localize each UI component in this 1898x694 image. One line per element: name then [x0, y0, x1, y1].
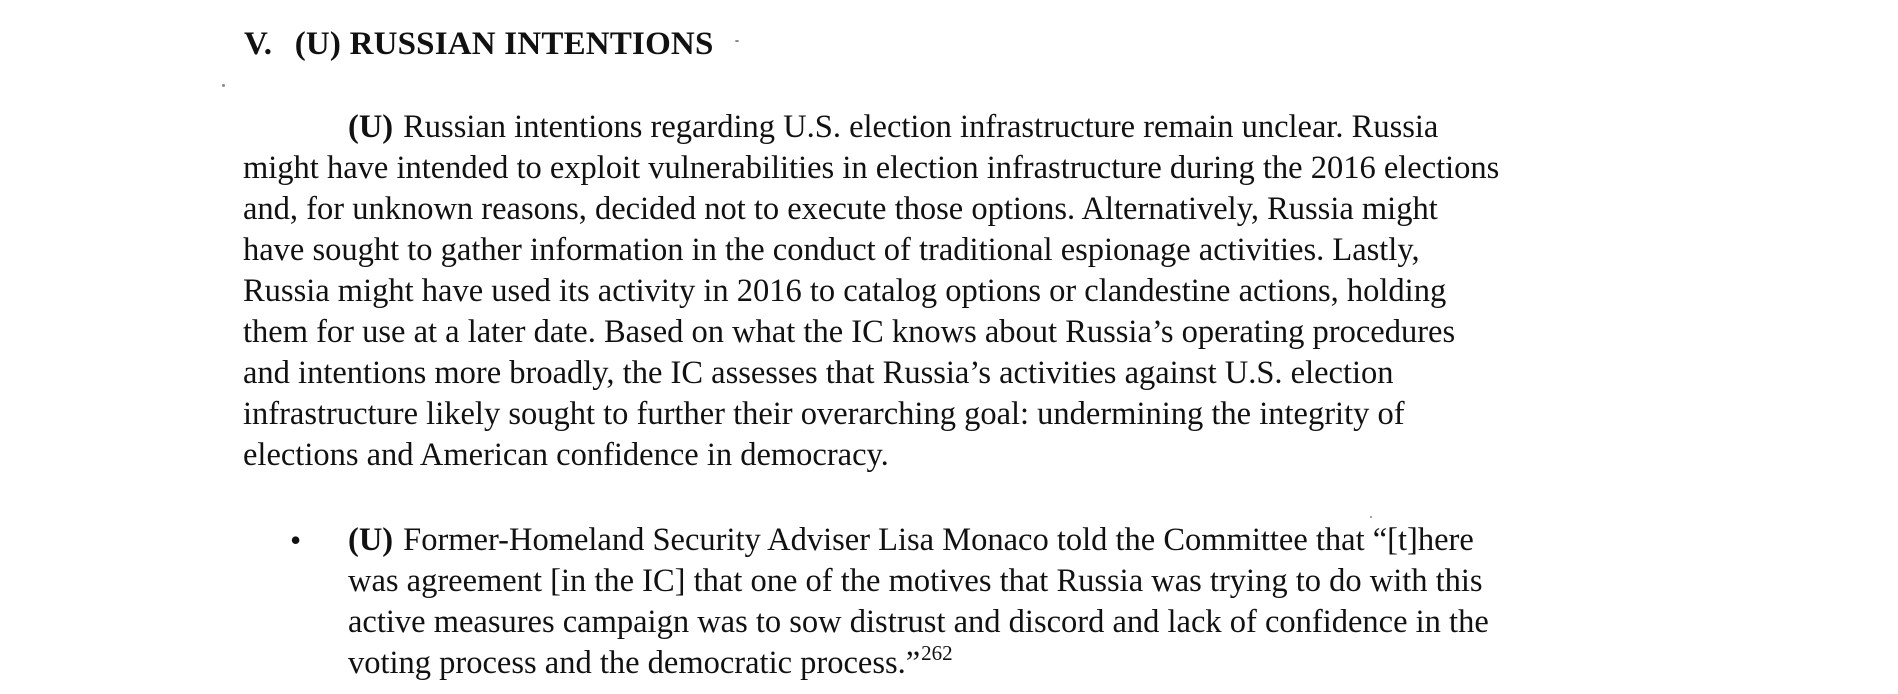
scan-speck [1370, 516, 1372, 518]
section-number: V. [244, 26, 273, 62]
paragraph-line: might have intended to exploit vulnerabilities in election infrastructure during the 2016 elections [243, 150, 1500, 186]
scan-speck [222, 84, 225, 87]
paragraph-line: have sought to gather information in the conduct of traditional espionage activities. Lastly, [243, 232, 1420, 268]
paragraph-line: and, for unknown reasons, decided not to execute those options. Alternatively, Russia might [243, 191, 1438, 227]
bullet-line: voting process and the democratic process.”$^{262}$ [348, 641, 953, 681]
bullet-icon: • [290, 522, 302, 558]
bullet-text [348, 520, 1648, 687]
bullet-line: (U) Former-Homeland Security Adviser Lisa Monaco told the Committee that “[t]here [348, 522, 1474, 558]
section-heading [244, 20, 714, 68]
paragraph-line: (U) Russian intentions regarding U.S. election infrastructure remain unclear. Russia [348, 109, 1439, 145]
paragraph-classification: (U) [348, 109, 394, 145]
paragraph-line: Russia might have used its activity in 2016 to catalog options or clandestine actions, holding [243, 273, 1447, 309]
paragraph-line: elections and American confidence in democracy. [243, 437, 889, 473]
bullet-classification: (U) [348, 522, 394, 558]
scan-speck [735, 40, 739, 42]
footnote-reference: 262 [921, 641, 953, 665]
paragraph-line: them for use at a later date. Based on what the IC knows about Russia’s operating procedures [243, 314, 1456, 350]
paragraph-line: and intentions more broadly, the IC assesses that Russia’s activities against U.S. election [243, 355, 1394, 391]
bullet-line: was agreement [in the IC] that one of the motives that Russia was trying to do with this [348, 563, 1483, 599]
section-title: RUSSIAN INTENTIONS [349, 26, 714, 62]
section-classification: (U) [294, 26, 342, 62]
body-paragraph [243, 107, 1663, 476]
paragraph-line: infrastructure likely sought to further their overarching goal: undermining the integrity of [243, 396, 1405, 432]
bullet-line: active measures campaign was to sow distrust and discord and lack of confidence in the [348, 604, 1489, 640]
